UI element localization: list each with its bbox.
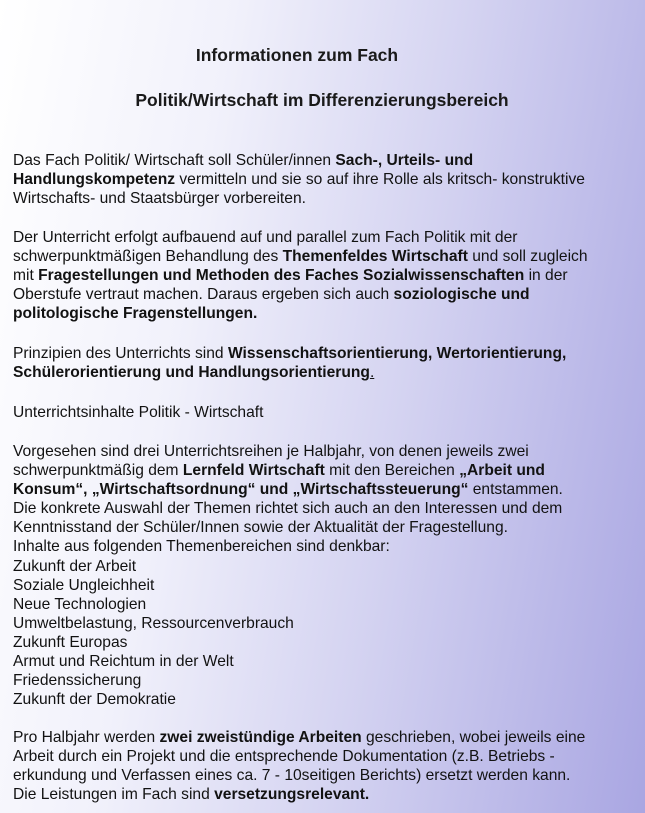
paragraph-competencies [13, 151, 643, 208]
bold-text: Schülerorientierung und Handlungsorientierung [13, 364, 370, 382]
bold-text: Sach-, Urteils- und [335, 152, 474, 169]
text-run: schwerpunktmäßig dem [13, 462, 183, 480]
text-run: schwerpunktmäßigen Behandlung des [13, 248, 283, 266]
text-line [13, 442, 643, 461]
text-line [13, 690, 643, 709]
paragraph-contents-heading [13, 403, 643, 422]
text-line [13, 671, 643, 690]
text-run: Zukunft der Demokratie [13, 691, 176, 709]
text-run: und soll zugleich [467, 248, 588, 266]
text-line [13, 304, 643, 323]
bold-text: zwei zweistündige Arbeiten [159, 729, 362, 746]
text-run: Zukunft Europas [13, 633, 128, 651]
text-line [13, 266, 643, 285]
text-line [13, 766, 643, 785]
bold-text: Fragestellungen und Methoden des Faches Sozialwissenschaften [38, 267, 525, 285]
text-line [13, 228, 643, 247]
paragraph-exams [13, 728, 643, 804]
bold-text: Lernfeld Wirtschaft [182, 462, 325, 480]
text-run: Inhalte aus folgenden Themenbereichen sind denkbar: [13, 538, 390, 556]
text-run: in der [524, 267, 568, 285]
text-line [13, 247, 643, 266]
text-run: Umweltbelastung, Ressourcenverbrauch [13, 614, 294, 632]
text-line [13, 785, 643, 804]
bold-text: politologische Fragenstellungen. [13, 305, 258, 323]
text-run: Zukunft der Arbeit [13, 557, 137, 575]
document-title: Informationen zum Fach [195, 45, 399, 65]
bold-text: Wissenschaftsorientierung, Wertorientierung, [227, 345, 567, 362]
paragraph-contents [13, 442, 643, 709]
text-run: Friedenssicherung [13, 672, 142, 690]
text-run: Der Unterricht erfolgt aufbauend auf und parallel zum Fach Politik mit der [13, 229, 518, 246]
text-run: Neue Technologien [13, 595, 147, 613]
text-run: Armut und Reichtum in der Welt [13, 653, 234, 671]
text-line [13, 728, 643, 747]
text-line [13, 633, 643, 652]
text-line [13, 595, 643, 614]
text-run: Unterrichtsinhalte Politik - Wirtschaft [13, 404, 264, 421]
text-run: Prinzipien des Unterrichts sind [13, 345, 228, 362]
text-line [13, 614, 643, 633]
text-line [13, 363, 643, 382]
text-line [13, 461, 643, 480]
text-line [13, 652, 643, 671]
text-run: Kenntnisstand der Schüler/Innen sowie der Aktualität der Fragestellung. [13, 519, 508, 537]
text-line [13, 403, 643, 422]
bold-text: soziologische und [393, 286, 530, 304]
text-run: mit den Bereichen [324, 462, 460, 480]
paragraph-lessons [13, 228, 643, 323]
text-line [13, 518, 643, 537]
text-run: mit [13, 267, 39, 285]
text-line [13, 499, 643, 518]
text-run: . [369, 364, 375, 382]
text-line [13, 537, 643, 556]
text-run: Arbeit durch ein Projekt und die entsprechende Dokumentation (z.B. Betriebs - [13, 748, 555, 766]
text-line [13, 480, 643, 499]
bold-text: Themenfeldes Wirtschaft [282, 248, 468, 266]
text-run: Oberstufe vertraut machen. Daraus ergeben sich auch [13, 286, 394, 304]
text-run: vermitteln und sie so auf ihre Rolle als kritsch- konstruktive [175, 171, 585, 189]
text-line [13, 344, 643, 363]
paragraph-principles [13, 344, 643, 382]
text-line [13, 557, 643, 576]
bold-text: Konsum“, „Wirtschaftsordnung“ und „Wirtschaftssteuerung“ [13, 481, 469, 499]
text-run: Soziale Ungleichheit [13, 576, 155, 594]
text-line [13, 170, 643, 189]
text-line [13, 189, 643, 208]
text-line [13, 747, 643, 766]
document-subtitle: Politik/Wirtschaft im Differenzierungsbereich [135, 90, 509, 110]
text-run: Vorgesehen sind drei Unterrichtsreihen je Halbjahr, von denen jeweils zwei [13, 443, 529, 460]
text-run: Die konkrete Auswahl der Themen richtet sich auch an den Interessen und dem [13, 500, 563, 518]
text-run: Das Fach Politik/ Wirtschaft soll Schüler/innen [13, 152, 336, 169]
text-line [13, 285, 643, 304]
bold-text: „Arbeit und [459, 462, 545, 480]
text-line [13, 151, 643, 170]
text-run: Die Leistungen im Fach sind [13, 786, 215, 804]
text-line [13, 576, 643, 595]
text-run: erkundung und Verfassen eines ca. 7 - 10seitigen Berichts) ersetzt werden kann. [13, 767, 571, 785]
bold-text: Handlungskompetenz [13, 171, 176, 189]
text-run: geschrieben, wobei jeweils eine [361, 729, 586, 746]
text-run: Wirtschafts- und Staatsbürger vorbereiten. [13, 190, 306, 208]
bold-text: versetzungsrelevant. [214, 786, 370, 804]
text-run: entstammen. [468, 481, 563, 499]
text-run: Pro Halbjahr werden [13, 729, 160, 746]
